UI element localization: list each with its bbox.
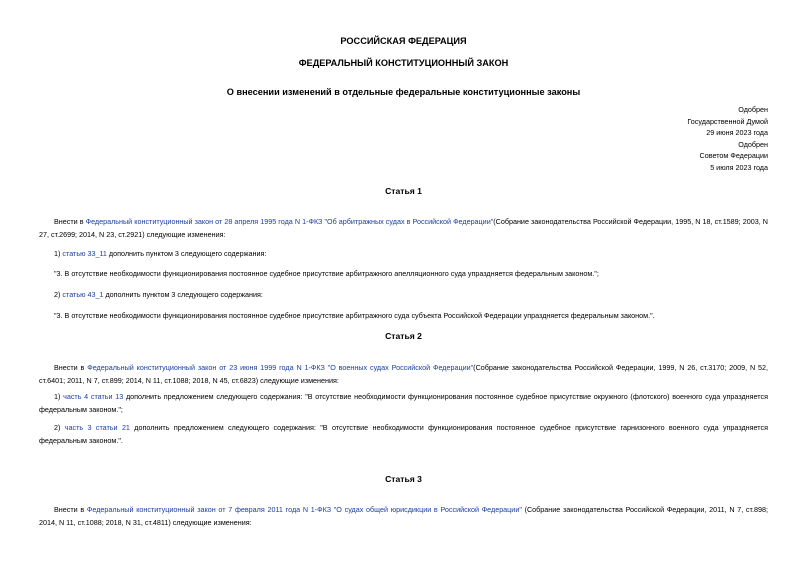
approval-line: 5 июля 2023 года (710, 162, 768, 172)
item-text: дополнить предложением следующего содержания: "В отсутствие необходимости функционирования постоянное судебное присутствие гарнизонного военного суда упраздняется федеральным законом.". (39, 423, 768, 445)
item-text: дополнить пунктом 3 следующего содержания: (106, 249, 267, 258)
article-link[interactable]: статью 43_1 (62, 290, 104, 299)
intro-text: (Собрание законодательства Российской Федерации, 1999, N 26, ст.3170; 2009, N 52, ст.6401; 2011, N 7, ст.899; 2014, N 11, ст.1088; 2018, N 45, ст.6823) следующие изменения: (39, 363, 768, 385)
item-text: дополнить предложением следующего содержания: "В отсутствие необходимости функционирования постоянное судебное присутствие окружного (флотского) военного суда упраздняется федеральным законом."; (39, 392, 768, 414)
approval-block (687, 104, 768, 174)
item-number: 1) (54, 249, 63, 258)
law-type-heading: ФЕДЕРАЛЬНЫЙ КОНСТИТУЦИОННЫЙ ЗАКОН (298, 58, 509, 68)
intro-text: Внести в (54, 217, 86, 226)
article-3-heading: Статья 3 (385, 474, 422, 484)
law-title: О внесении изменений в отдельные федеральные конституционные законы (226, 87, 581, 97)
approval-line: Советом Федерации (699, 151, 768, 161)
intro-text: (Собрание законодательства Российской Федерации, 2011, N 7, ст.898; 2014, N 11, ст.1088; 2018, N 31, ст.4811) следующие изменения: (39, 505, 768, 527)
article-link[interactable]: статью 33_11 (62, 249, 107, 258)
country-heading: РОССИЙСКАЯ ФЕДЕРАЦИЯ (340, 36, 467, 46)
article-3-intro (39, 504, 768, 529)
approval-line: Одобрен (738, 105, 768, 114)
intro-text: (Собрание законодательства Российской Федерации, 1995, N 18, ст.1589; 2003, N 27, ст.2699; 2014, N 23, ст.2921) следующие изменения: (39, 217, 768, 239)
article-1-quote-1: "3. В отсутствие необходимости функционирования постоянное судебное присутствие арбитражного апелляционного суда упраздняется федеральным законом."; (54, 269, 599, 278)
law-link[interactable]: Федеральный конституционный закон от 23 июня 1999 года N 1-ФКЗ "О военных судах Российской Федерации" (87, 363, 474, 372)
approval-line: Государственной Думой (687, 116, 768, 126)
article-2-intro (39, 362, 768, 387)
article-2-heading: Статья 2 (385, 331, 422, 341)
article-2-item-1 (39, 391, 768, 416)
item-text: дополнить пунктом 3 следующего содержания: (103, 290, 263, 299)
intro-text: Внести в (54, 363, 88, 372)
article-1-quote-2: "3. В отсутствие необходимости функционирования постоянное судебное присутствие арбитражного суда субъекта Российской Федерации упраздняется федеральным законом.". (54, 311, 655, 320)
intro-text: Внести в (54, 505, 87, 514)
item-number: 2) (54, 290, 63, 299)
article-2-item-2 (39, 422, 768, 447)
article-1-item-2 (39, 289, 768, 302)
approval-line: Одобрен (738, 139, 768, 149)
article-link[interactable]: часть 3 статьи 21 (64, 423, 130, 432)
law-link[interactable]: Федеральный конституционный закон от 7 февраля 2011 года N 1-ФКЗ "О судах общей юрисдикции в Российской Федерации" (86, 505, 522, 514)
article-1-item-1 (39, 248, 768, 261)
item-number: 1) (54, 392, 64, 401)
article-link[interactable]: часть 4 статьи 13 (63, 392, 124, 401)
article-1-intro (39, 216, 768, 241)
item-number: 2) (54, 423, 65, 432)
article-1-heading: Статья 1 (385, 186, 422, 196)
law-link[interactable]: Федеральный конституционный закон от 28 апреля 1995 года N 1-ФКЗ "Об арбитражных судах в Российской Федерации" (85, 217, 494, 226)
approval-line: 29 июня 2023 года (706, 128, 768, 138)
